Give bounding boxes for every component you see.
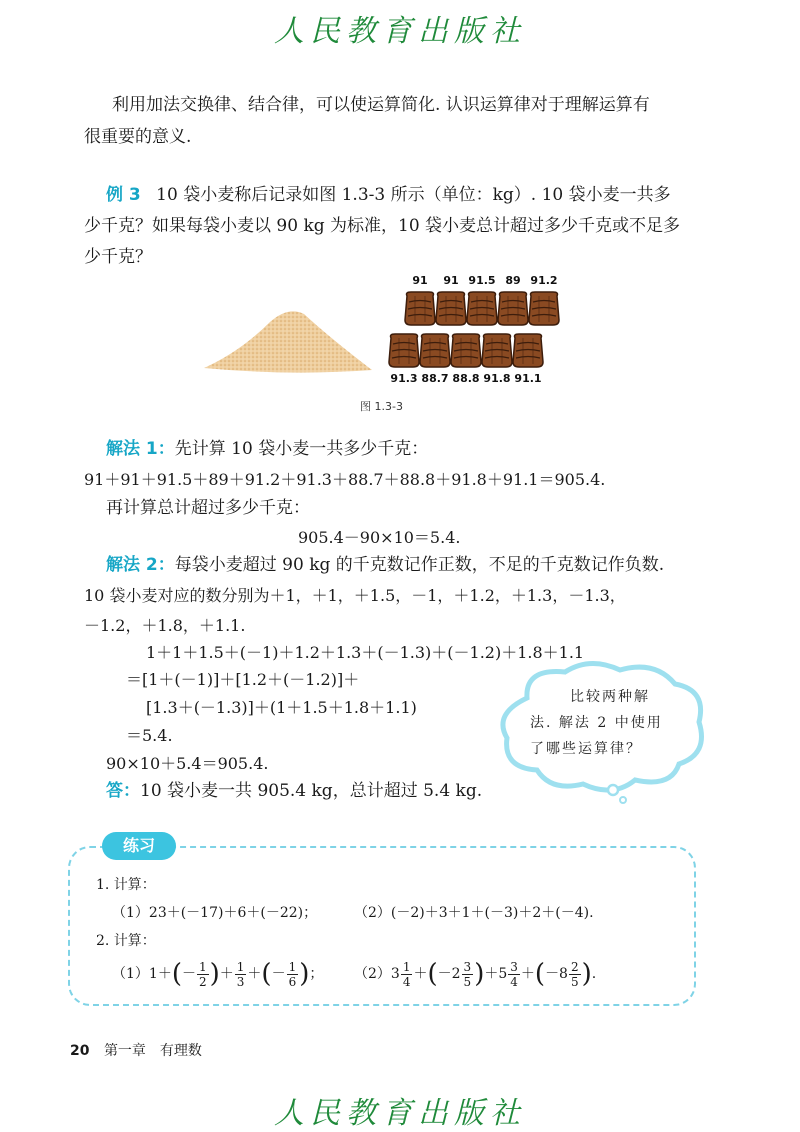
answer-line <box>106 776 482 806</box>
bag-weight-label: 88.7 <box>421 372 449 385</box>
wheat-bag-icon <box>465 290 499 326</box>
bag-weight-label: 91 <box>443 274 459 287</box>
solution1-text-2: 再计算总计超过多少千克： <box>106 498 310 518</box>
solution2-step-2: ＝[1＋(－1)]＋[1.2＋(－1.2)]＋ <box>126 670 360 689</box>
solution1-calc: 91＋91＋91.5＋89＋91.2＋91.3＋88.7＋88.8＋91.8＋91.1＝905.4. <box>84 470 606 489</box>
answer-label: 答： <box>106 781 140 801</box>
solution2-step-5: 90×10＋5.4＝905.4. <box>106 754 269 773</box>
exercise-q1: 1. 计算： <box>96 877 156 893</box>
exercise-q2b: （2）3 $\frac{1}{4}$ ＋(－2 $\frac{3}{5}$ )＋5 $\frac{3}{4}$ ＋(－8 $\frac{2}{5}$ ). <box>354 959 597 989</box>
solution2-step-1: 1＋1＋1.5＋(－1)＋1.2＋1.3＋(－1.3)＋(－1.2)＋1.8＋1.1 <box>146 643 585 662</box>
example-line-2: 少千克？如果每袋小麦以 90 kg 为标准，10 袋小麦总计超过多少千克或不足多 <box>84 216 681 236</box>
q2a-mid: ＋ <box>219 966 234 982</box>
wheat-bag-icon <box>387 332 421 368</box>
bag-weight-label: 88.8 <box>452 372 480 385</box>
page-footer <box>70 1040 202 1060</box>
exercise-q1a: （1）23＋(－17)＋6＋(－22)； <box>112 905 318 921</box>
q2a-end: ； <box>309 966 324 982</box>
intro-line-2: 很重要的意义. <box>84 127 192 147</box>
fraction: $\frac{2}{5}$ <box>570 959 579 989</box>
wheat-bag-icon <box>403 290 437 326</box>
page-number: 20 <box>70 1043 90 1059</box>
bag-weight-label: 91 <box>412 274 428 287</box>
publisher-logo-header: 人民教育出版社 <box>274 14 526 49</box>
cloud-line-3: 了哪些运算律？ <box>530 741 642 757</box>
intro-line-1: 利用加法交换律、结合律，可以使运算简化. 认识运算律对于理解运算有 <box>112 95 650 115</box>
q2a-f1-sign: － <box>181 966 196 982</box>
wheat-bag-icon <box>511 332 545 368</box>
q2a-f3-sign: － <box>271 966 286 982</box>
fraction: $\frac{1}{6}$ <box>288 959 297 989</box>
solution2-line <box>106 550 664 580</box>
q2b-end: . <box>591 966 597 982</box>
solution2-line-2: 10 袋小麦对应的数分别为＋1，＋1，＋1.5，－1，＋1.2，＋1.3，－1.3， <box>84 586 626 605</box>
wheat-bag-icon <box>418 332 452 368</box>
figure-caption: 图 1.3-3 <box>360 400 403 413</box>
cloud-line-2: 法. 解法 2 中使用 <box>530 715 663 731</box>
bag-weight-label: 91.5 <box>468 274 496 287</box>
q2a-plus: ＋ <box>247 966 262 982</box>
solution2-line-3: －1.2，＋1.8，＋1.1. <box>84 616 246 635</box>
fraction: $\frac{3}{4}$ <box>510 959 518 989</box>
fraction: $\frac{1}{2}$ <box>198 959 207 989</box>
bag-weight-label: 89 <box>505 274 521 287</box>
wheat-pile-illustration <box>200 292 380 382</box>
solution1-text: 先计算 10 袋小麦一共多少千克： <box>174 439 429 459</box>
bag-weight-label: 91.8 <box>483 372 511 385</box>
exercise-q1b: （2）(－2)＋3＋1＋(－3)＋2＋(－4). <box>354 905 594 921</box>
cloud-line-1: 比较两种解 <box>570 689 650 705</box>
q2b-f4-sign: －8 <box>545 966 568 982</box>
answer-text: 10 袋小麦一共 905.4 kg，总计超过 5.4 kg. <box>140 781 483 801</box>
solution2-text: 每袋小麦超过 90 kg 的千克数记作正数，不足的千克数记作负数. <box>174 555 665 575</box>
wheat-bag-icon <box>496 290 530 326</box>
bag-weight-label: 91.2 <box>530 274 558 287</box>
bag-weight-label: 91.1 <box>514 372 542 385</box>
bag-weight-label: 91.3 <box>390 372 418 385</box>
q2b-mid: ＋5 <box>484 966 508 982</box>
solution1-line <box>106 434 428 464</box>
wheat-bags-figure <box>380 268 580 398</box>
example-text-1: 10 袋小麦称后记录如图 1.3-3 所示（单位：kg）. 10 袋小麦一共多 <box>156 185 671 205</box>
wheat-bag-icon <box>449 332 483 368</box>
solution2-label: 解法 2： <box>106 555 175 575</box>
example-line-3: 少千克？ <box>84 247 152 267</box>
q2a-prefix: （1）1＋ <box>112 966 172 982</box>
solution2-step-3: [1.3＋(－1.3)]＋(1＋1.5＋1.8＋1.1) <box>146 698 417 717</box>
solution1-calc-2: 905.4－90×10＝5.4. <box>298 528 461 547</box>
chapter-title: 第一章 有理数 <box>103 1043 202 1059</box>
fraction: $\frac{1}{3}$ <box>236 959 245 989</box>
q2b-f2-sign: －2 <box>437 966 461 982</box>
fraction: $\frac{1}{4}$ <box>402 959 411 989</box>
example-line-1 <box>106 180 671 210</box>
wheat-bag-icon <box>527 290 561 326</box>
fraction: $\frac{3}{5}$ <box>463 959 472 989</box>
wheat-bag-icon <box>434 290 468 326</box>
example-label: 例 3 <box>106 185 141 205</box>
publisher-logo-footer: 人民教育出版社 <box>274 1096 526 1131</box>
exercise-q2: 2. 计算： <box>96 933 156 949</box>
solution1-label: 解法 1： <box>106 439 175 459</box>
q2b-prefix: （2）3 <box>354 966 400 982</box>
exercise-title-badge: 练习 <box>102 832 176 860</box>
solution2-step-4: ＝5.4. <box>126 726 173 745</box>
exercise-q2a: （1）1＋(－ $\frac{1}{2}$ )＋ $\frac{1}{3}$ ＋(－ $\frac{1}{6}$ )； <box>112 959 324 989</box>
wheat-bag-icon <box>480 332 514 368</box>
